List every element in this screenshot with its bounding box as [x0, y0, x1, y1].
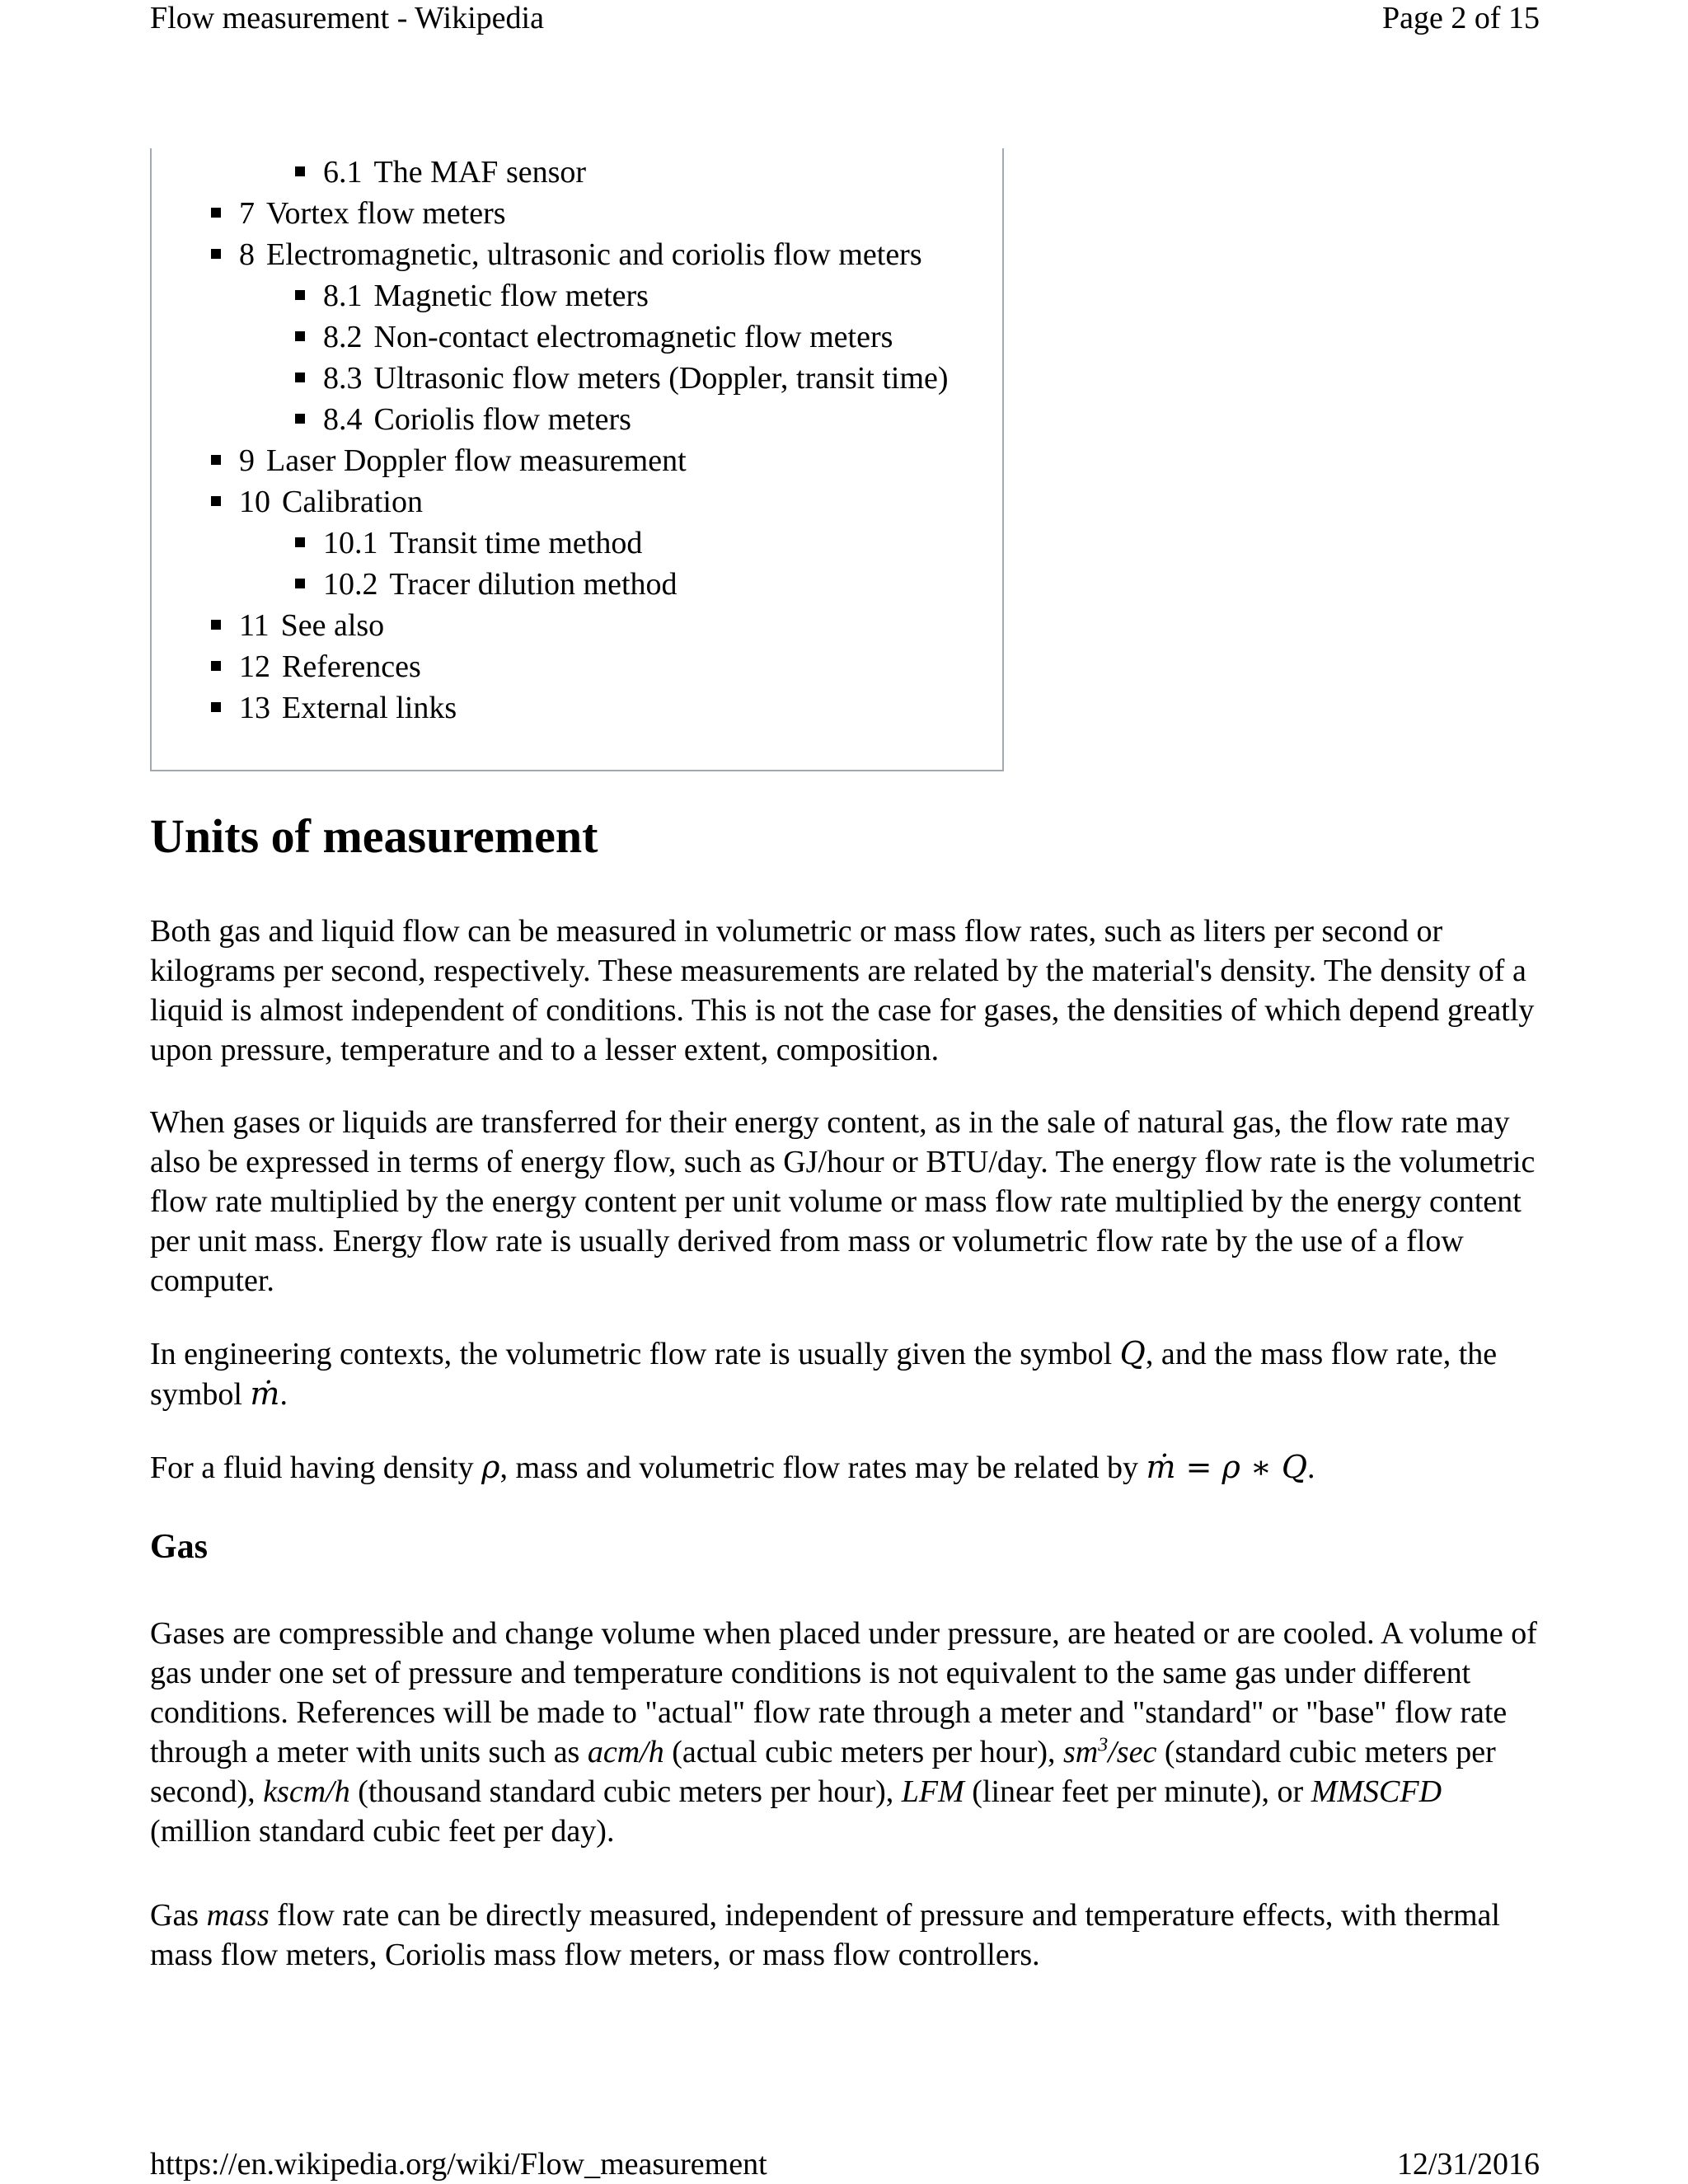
units-paragraph-3: In engineering contexts, the volumetric flow rate is usually given the symbol Q, and the mass flow rate, the symbol ṁ.	[150, 1335, 1498, 1412]
toc-item-8-2[interactable]: 8.2 Non-contact electromagnetic flow meters	[152, 316, 893, 358]
symbol-q: Q	[1119, 1335, 1146, 1371]
symbol-rho: ρ	[481, 1449, 500, 1485]
symbol-m-dot: ṁ	[250, 1376, 280, 1412]
unit-kscm-h: kscm/h	[263, 1774, 350, 1809]
bullet-icon	[211, 702, 221, 712]
toc-item-7[interactable]: 7 Vortex flow meters	[152, 193, 506, 234]
print-footer	[150, 2146, 1540, 2182]
toc-item-9[interactable]: 9 Laser Doppler flow measurement	[152, 440, 687, 481]
bullet-icon	[295, 579, 305, 588]
units-paragraph-2: When gases or liquids are transferred for their energy content, as in the sale of natural gas, the flow rate may also be expressed in terms of energy flow, such as GJ/hour or BTU/day. The energy flow rate is the volumetric flow rate multiplied by the energy content per unit volume or mass flow rate multiplied by the energy content per unit mass. Energy flow rate is usually derived from mass or volumetric flow rate by the use of a flow computer.	[150, 1105, 1536, 1298]
section-heading-gas: Gas	[150, 1528, 209, 1566]
gas-paragraph-2: Gas mass flow rate can be directly measured, independent of pressure and temperature effects, with thermal mass flow meters, Coriolis mass flow meters, or mass flow controllers.	[150, 1898, 1500, 1972]
print-date: 12/31/2016	[1396, 2147, 1540, 2182]
toc-item-12[interactable]: 12 References	[152, 646, 421, 687]
bullet-icon	[295, 373, 305, 382]
unit-lfm: LFM	[901, 1774, 964, 1809]
toc-item-8[interactable]: 8 Electromagnetic, ultrasonic and coriolis flow meters	[152, 234, 922, 275]
gas-paragraph-1: Gases are compressible and change volume when placed under pressure, are heated or are cooled. A volume of gas under one set of pressure and temperature conditions is not equivalent to the same gas under different conditions. References will be made to "actual" flow rate through a meter and "standard" or "base" flow rate through a meter with units such as acm/h (actual cubic meters per hour), $sm^3/\sec$ (standard cubic meters per second), kscm/h (thousand standard cubic meters per hour), LFM (linear feet per minute), or MMSCFD (million standard cubic feet per day).	[150, 1616, 1537, 1849]
page-number: Page 2 of 15	[1381, 1, 1540, 35]
bullet-icon	[211, 249, 221, 259]
bullet-icon	[211, 455, 221, 465]
bullet-icon	[211, 496, 221, 506]
units-paragraph-4: For a fluid having density ρ, mass and volumetric flow rates may be related by ṁ = ρ ∗ Q.	[150, 1449, 1315, 1485]
bullet-icon	[211, 620, 221, 630]
toc-item-8-4[interactable]: 8.4 Coriolis flow meters	[152, 399, 631, 440]
toc-item-6-1[interactable]: 6.1 The MAF sensor	[152, 152, 586, 193]
unit-mmscfd: MMSCFD	[1311, 1774, 1442, 1809]
section-heading-units: Units of measurement	[150, 809, 598, 863]
bullet-icon	[295, 537, 305, 547]
emphasis-mass: mass	[206, 1898, 270, 1933]
page-url[interactable]: https://en.wikipedia.org/wiki/Flow_measurement	[150, 2147, 767, 2182]
toc-item-10[interactable]: 10 Calibration	[152, 481, 423, 523]
document-title: Flow measurement - Wikipedia	[150, 1, 544, 35]
toc-item-8-1[interactable]: 8.1 Magnetic flow meters	[152, 275, 649, 316]
table-of-contents	[150, 148, 1004, 771]
toc-item-13[interactable]: 13 External links	[152, 687, 457, 729]
toc-item-11[interactable]: 11 See also	[152, 605, 384, 646]
bullet-icon	[295, 166, 305, 176]
units-paragraph-1: Both gas and liquid flow can be measured in volumetric or mass flow rates, such as liters per second or kilograms per second, respectively. These measurements are related by the material's density. The density of a liquid is almost independent of conditions. This is not the case for gases, the densities of which depend greatly upon pressure, temperature and to a lesser extent, composition.	[150, 914, 1535, 1067]
bullet-icon	[295, 331, 305, 341]
unit-acm-h: acm/h	[587, 1735, 664, 1769]
unit-sm3-sec: $sm^3/\sec$	[1063, 1734, 1157, 1769]
bullet-icon	[211, 208, 221, 218]
formula-mass-flow: ṁ = ρ ∗ Q	[1146, 1449, 1308, 1485]
toc-item-8-3[interactable]: 8.3 Ultrasonic flow meters (Doppler, transit time)	[152, 358, 949, 399]
toc-item-10-1[interactable]: 10.1 Transit time method	[152, 523, 642, 564]
bullet-icon	[211, 661, 221, 671]
bullet-icon	[295, 290, 305, 300]
print-header	[150, 0, 1540, 36]
toc-item-10-2[interactable]: 10.2 Tracer dilution method	[152, 564, 678, 605]
bullet-icon	[295, 414, 305, 424]
